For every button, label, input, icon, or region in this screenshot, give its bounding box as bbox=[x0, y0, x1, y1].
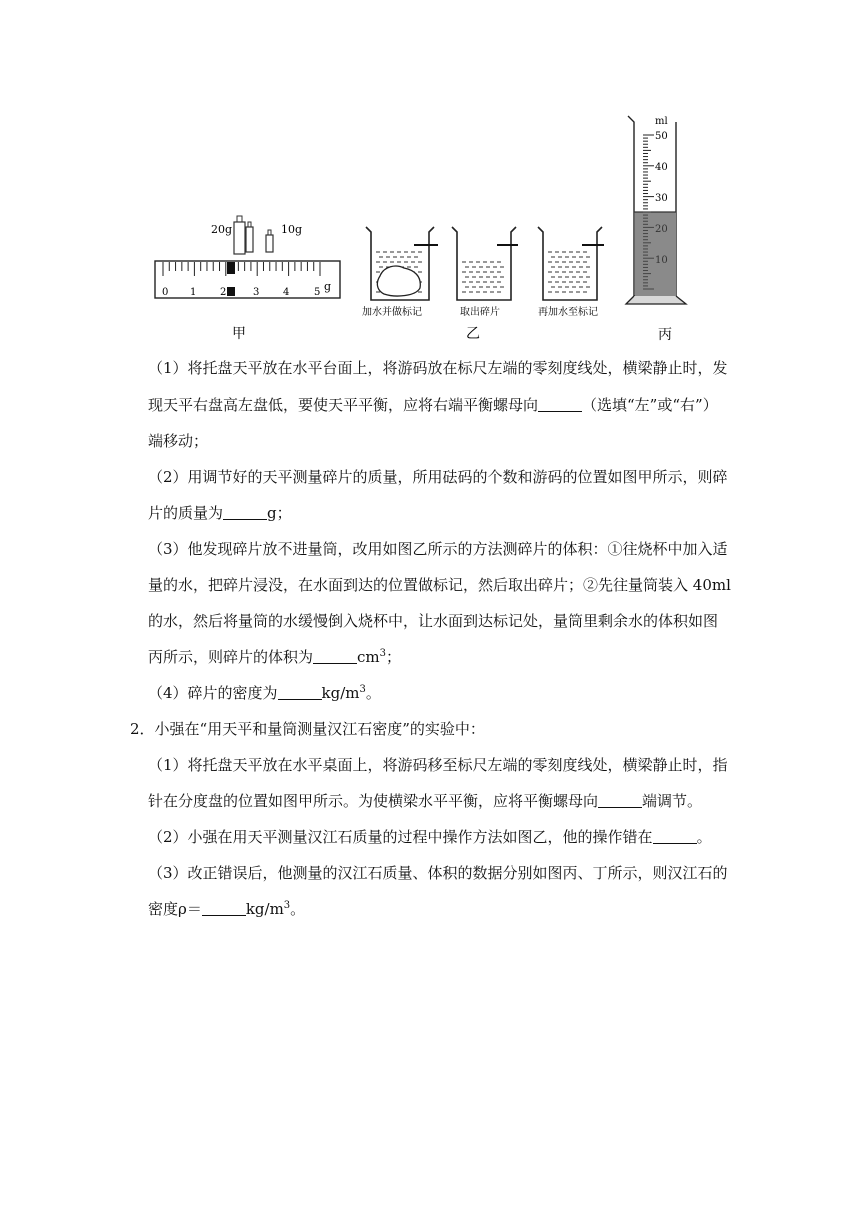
weight-10g-knob bbox=[268, 230, 271, 235]
q2-part1-text: 针在分度盘的位置如图甲所示。为使横梁水平平衡，应将平衡螺母向 bbox=[148, 792, 599, 810]
q1-part1-text: 现天平右盘高左盘低，要使天平平衡，应将右端平衡螺母向 bbox=[148, 396, 539, 414]
answer-blank[interactable] bbox=[598, 793, 642, 808]
weight-20g-b-body bbox=[246, 227, 253, 252]
weight-20g-label: 20g bbox=[211, 223, 233, 236]
q2-part3-text: 密度ρ＝ bbox=[148, 900, 202, 918]
rider-bottom bbox=[227, 287, 235, 296]
q2-part3-line-a: （3）改正错误后，他测量的汉江石质量、体积的数据分别如图丙、丁所示，则汉江石的 bbox=[148, 864, 728, 882]
answer-blank[interactable] bbox=[223, 505, 267, 520]
q2-part1-end: 端调节。 bbox=[642, 792, 703, 810]
beaker-3-label: 再加水至标记 bbox=[538, 307, 598, 318]
q1-part2-unit: g； bbox=[267, 504, 292, 522]
punct: 。 bbox=[365, 684, 381, 702]
q1-part1-line-b bbox=[148, 395, 748, 415]
unit-kgm: kg/m bbox=[321, 684, 360, 702]
q1-part3-line-b: 量的水，把碎片浸没，在水面到达的位置做标记，然后取出碎片；②先往量筒装入 40ml bbox=[148, 576, 731, 594]
ruler-tick-0: 0 bbox=[162, 287, 169, 298]
q1-part2-line-b bbox=[148, 503, 748, 523]
unit-sup: 3 bbox=[379, 648, 387, 659]
figure-svg bbox=[0, 0, 860, 350]
weights-group bbox=[211, 216, 302, 254]
beaker-2 bbox=[452, 227, 518, 318]
weight-20g-body bbox=[234, 222, 245, 254]
cylinder-label-50: 50 bbox=[655, 131, 668, 142]
caption-yi: 乙 bbox=[466, 326, 480, 342]
caption-bing: 丙 bbox=[658, 327, 672, 343]
answer-blank[interactable] bbox=[313, 649, 357, 664]
q1-part3-line-c: 的水，然后将量筒的水缓慢倒入烧杯中，让水面到达标记处，量筒里剩余水的体积如图 bbox=[148, 612, 719, 630]
q1-part3-text: 丙所示，则碎片的体积为 bbox=[148, 648, 314, 666]
measuring-cylinder bbox=[626, 116, 686, 304]
cylinder-label-30: 30 bbox=[655, 193, 668, 204]
weight-10g-label: 10g bbox=[281, 223, 303, 236]
water-lines bbox=[548, 252, 590, 292]
cylinder-base bbox=[626, 296, 686, 304]
unit-cm: cm bbox=[357, 648, 380, 666]
q2-stem: 2．小强在“用天平和量筒测量汉江石密度”的实验中： bbox=[130, 720, 485, 738]
ruler-tick-3: 3 bbox=[253, 287, 260, 298]
punct: 。 bbox=[290, 900, 306, 918]
q1-part3-line-a: （3）他发现碎片放不进量筒，改用如图乙所示的方法测碎片的体积：①往烧杯中加入适 bbox=[148, 540, 728, 558]
caption-jia: 甲 bbox=[232, 326, 246, 342]
ruler-tick-5: 5 bbox=[314, 287, 321, 298]
punct: 。 bbox=[696, 828, 712, 846]
beaker-1 bbox=[362, 227, 438, 318]
answer-blank[interactable] bbox=[538, 397, 582, 412]
punct: ； bbox=[386, 648, 402, 666]
unit-sup: 3 bbox=[359, 684, 366, 695]
q1-part4-line bbox=[148, 683, 748, 703]
ruler-tick-2: 2 bbox=[220, 287, 227, 298]
beaker-1-label: 加水并做标记 bbox=[362, 307, 422, 318]
q1-part1-line-c: 端移动； bbox=[148, 432, 209, 450]
answer-blank[interactable] bbox=[653, 829, 697, 844]
weight-20g-knob bbox=[237, 216, 242, 222]
beaker-3 bbox=[538, 227, 604, 318]
ruler-unit: g bbox=[324, 280, 332, 293]
beaker-2-label: 取出碎片 bbox=[460, 307, 500, 318]
q2-part2-line bbox=[148, 827, 748, 847]
answer-blank[interactable] bbox=[278, 685, 322, 700]
q2-part1-line-a: （1）将托盘天平放在水平桌面上，将游码移至标尺左端的零刻度线处，横梁静止时，指 bbox=[148, 756, 728, 774]
q1-part1-line-a: （1）将托盘天平放在水平台面上，将游码放在标尺左端的零刻度线处，横梁静止时，发 bbox=[148, 359, 728, 377]
q1-part2-text: 片的质量为 bbox=[148, 504, 224, 522]
ruler bbox=[155, 261, 340, 298]
cylinder-label-40: 40 bbox=[655, 162, 668, 173]
q2-part2-text: （2）小强在用天平测量汉江石质量的过程中操作方法如图乙，他的操作错在 bbox=[148, 828, 653, 846]
experiment-figure bbox=[0, 0, 860, 350]
q2-part3-line-b bbox=[148, 899, 748, 919]
cylinder-unit: ml bbox=[655, 116, 668, 127]
unit-kgm: kg/m bbox=[245, 900, 284, 918]
water-lines bbox=[462, 262, 504, 292]
q1-part1-hint: （选填“左”或“右”） bbox=[582, 396, 718, 414]
rider-top bbox=[227, 262, 235, 274]
weight-20g-b-knob bbox=[248, 222, 251, 227]
weight-10g-body bbox=[266, 235, 273, 252]
q1-part3-line-d bbox=[148, 647, 748, 667]
q1-part4-text: （4）碎片的密度为 bbox=[148, 684, 278, 702]
cylinder-label-20: 20 bbox=[655, 224, 668, 235]
cylinder-label-10: 10 bbox=[655, 255, 668, 266]
q1-part2-line-a: （2）用调节好的天平测量碎片的质量，所用砝码的个数和游码的位置如图甲所示，则碎 bbox=[148, 468, 728, 486]
answer-blank[interactable] bbox=[202, 901, 246, 916]
q2-part1-line-b bbox=[148, 791, 748, 811]
unit-sup: 3 bbox=[283, 900, 291, 911]
ruler-body bbox=[155, 261, 340, 298]
ruler-tick-1: 1 bbox=[190, 287, 197, 298]
stone-fragment bbox=[377, 266, 420, 296]
ruler-tick-4: 4 bbox=[283, 287, 290, 298]
